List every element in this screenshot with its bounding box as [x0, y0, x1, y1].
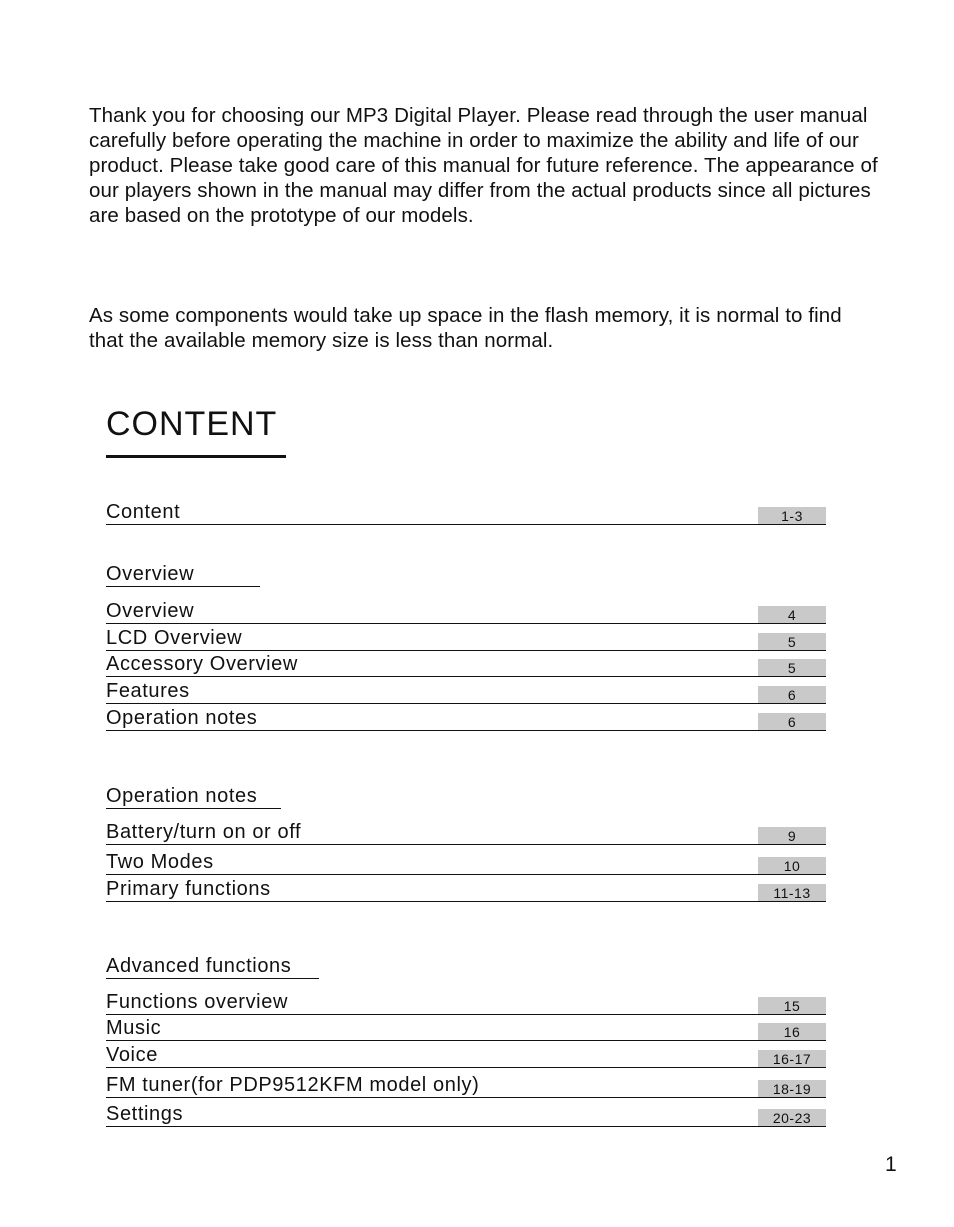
toc-label: FM tuner(for PDP9512KFM model only): [106, 1074, 480, 1096]
toc-label: LCD Overview: [106, 627, 243, 649]
section-heading-overview: Overview: [106, 563, 260, 587]
toc-page-number: 6: [758, 686, 826, 703]
contents-title: CONTENT: [106, 405, 278, 443]
toc-row-overview[interactable]: [106, 599, 826, 624]
toc-page-number: 6: [758, 713, 826, 730]
toc-row-fm-tuner[interactable]: [106, 1073, 826, 1098]
toc-row-two-modes[interactable]: [106, 850, 826, 875]
toc-label: Two Modes: [106, 851, 214, 873]
toc-label: Overview: [106, 600, 195, 622]
toc-row-features[interactable]: [106, 679, 826, 704]
toc-label: Operation notes: [106, 707, 258, 729]
toc-label: Music: [106, 1017, 162, 1039]
intro-paragraph-1: Thank you for choosing our MP3 Digital Player. Please read through the user manual carefully before operating the machine in order to maximize the ability and life of our product. Please take good care of this manual for future reference. The appearance of our players shown in the manual may differ from the actual products since all pictures are based on the prototype of our models.: [89, 104, 878, 227]
toc-row-voice[interactable]: [106, 1043, 826, 1068]
title-underline: [106, 455, 286, 458]
toc-row-accessory-overview[interactable]: [106, 652, 826, 677]
section-heading-advanced-functions: Advanced functions: [106, 955, 319, 979]
toc-page-number: 11-13: [758, 884, 826, 901]
toc-row-functions-overview[interactable]: [106, 990, 826, 1015]
toc-label: Primary functions: [106, 878, 271, 900]
toc-page-number: 5: [758, 633, 826, 650]
toc-row-battery[interactable]: [106, 820, 826, 845]
toc-page-number: 10: [758, 857, 826, 874]
toc-row-operation-notes[interactable]: [106, 706, 826, 731]
toc-page-number: 4: [758, 606, 826, 623]
toc-row-music[interactable]: [106, 1016, 826, 1041]
toc-page-number: 15: [758, 997, 826, 1014]
toc-page-number: 1-3: [758, 507, 826, 524]
toc-label: Voice: [106, 1044, 158, 1066]
toc-page-number: 16-17: [758, 1050, 826, 1067]
toc-label: Content: [106, 501, 181, 523]
toc-row-content[interactable]: [106, 500, 826, 525]
section-heading-operation-notes: Operation notes: [106, 785, 281, 809]
page-number: 1: [885, 1153, 897, 1176]
toc-label: Settings: [106, 1103, 184, 1125]
toc-label: Battery/turn on or off: [106, 821, 302, 843]
toc-label: Features: [106, 680, 190, 702]
toc-row-settings[interactable]: [106, 1102, 826, 1127]
toc-page-number: 20-23: [758, 1109, 826, 1126]
toc-page-number: 9: [758, 827, 826, 844]
toc-label: Functions overview: [106, 991, 288, 1013]
toc-page-number: 16: [758, 1023, 826, 1040]
intro-paragraph-2: As some components would take up space in the flash memory, it is normal to find that the available memory size is less than normal.: [89, 304, 842, 352]
toc-row-primary-functions[interactable]: [106, 877, 826, 902]
toc-label: Accessory Overview: [106, 653, 298, 675]
toc-page-number: 5: [758, 659, 826, 676]
toc-row-lcd-overview[interactable]: [106, 626, 826, 651]
toc-page-number: 18-19: [758, 1080, 826, 1097]
